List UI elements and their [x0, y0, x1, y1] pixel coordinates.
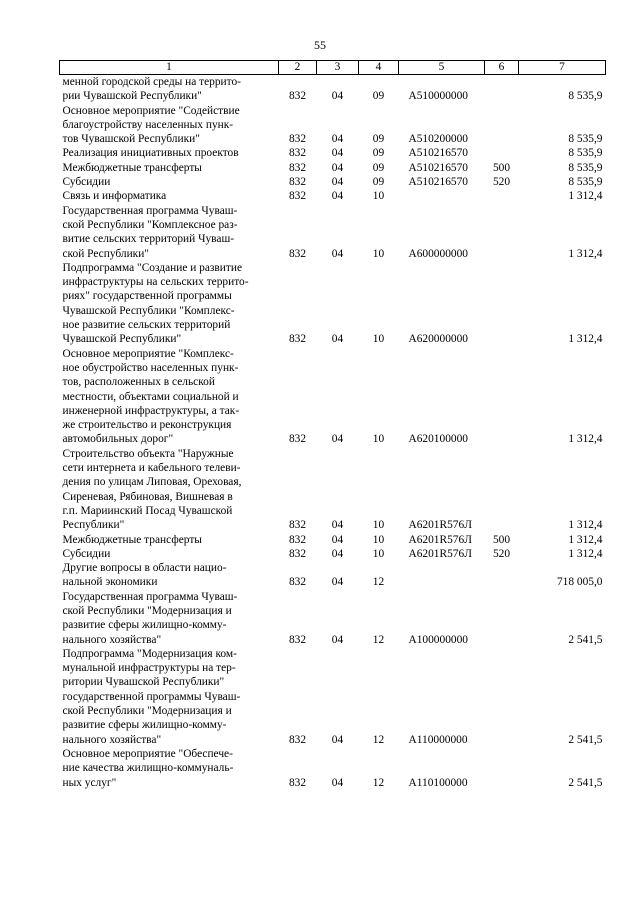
header-col-1: 1: [60, 61, 279, 75]
row-col-2: 832: [288, 533, 307, 546]
row-col-4: 09: [372, 90, 385, 103]
table-row: [60, 747, 606, 790]
row-name: Реализация инициативных проектов: [62, 147, 239, 160]
header-col-6: 6: [485, 61, 519, 75]
row-col-6: [485, 189, 519, 203]
row-col-3: 04: [331, 247, 344, 260]
table-row: [60, 189, 606, 203]
row-col-3: 04: [331, 633, 344, 646]
row-col-6: 520: [492, 176, 511, 189]
row-col-3: 04: [331, 533, 344, 546]
row-col-7: 2 541,5: [568, 776, 603, 789]
header-col-4: 4: [359, 61, 399, 75]
budget-table: [59, 60, 606, 790]
row-col-6: 500: [492, 533, 511, 546]
table-row: [60, 533, 606, 547]
row-col-4: 12: [372, 576, 385, 589]
row-col-2: 832: [288, 633, 307, 646]
row-col-2: 832: [288, 519, 307, 532]
row-col-7: 8 535,9: [568, 133, 603, 146]
row-col-2: 832: [288, 547, 307, 560]
row-col-5: A620000000: [408, 333, 468, 346]
row-col-4: 09: [372, 147, 385, 160]
table-row: [60, 590, 606, 647]
row-col-4: 09: [372, 176, 385, 189]
row-col-7: 2 541,5: [568, 633, 603, 646]
row-col-6: [485, 747, 519, 790]
row-col-2: 832: [288, 90, 307, 103]
row-name: менной городской среды на террито- рии Чувашской Республики": [62, 76, 241, 103]
header-row: [60, 61, 606, 75]
row-col-2: 832: [288, 161, 307, 174]
row-col-4: 09: [372, 161, 385, 174]
header-col-5: 5: [399, 61, 485, 75]
row-col-2: 832: [288, 190, 307, 203]
row-col-3: 04: [331, 147, 344, 160]
row-col-2: 832: [288, 147, 307, 160]
header-col-7: 7: [519, 61, 606, 75]
row-col-7: 1 312,4: [568, 333, 603, 346]
header-col-2: 2: [279, 61, 317, 75]
row-col-4: 10: [372, 519, 385, 532]
row-col-7: 2 541,5: [568, 733, 603, 746]
table-body: [60, 75, 606, 790]
row-col-7: 1 312,4: [568, 247, 603, 260]
row-col-2: 832: [288, 776, 307, 789]
row-col-5: [399, 561, 485, 590]
row-col-4: 09: [372, 133, 385, 146]
row-name: Связь и информатика: [62, 190, 167, 203]
row-col-7: 1 312,4: [568, 547, 603, 560]
row-col-2: 832: [288, 333, 307, 346]
row-name: Межбюджетные трансферты: [62, 533, 202, 546]
row-name: Подпрограмма "Создание и развитие инфраструктуры на сельских террито- риях" государственной программы Чувашской Республики "Комплекс- ное развитие сельских территорий Чувашской Республики": [62, 261, 249, 346]
row-col-6: [485, 75, 519, 104]
row-col-3: 04: [331, 161, 344, 174]
row-col-7: 1 312,4: [568, 519, 603, 532]
row-col-2: 832: [288, 176, 307, 189]
row-col-4: 10: [372, 433, 385, 446]
table-row: [60, 347, 606, 447]
row-col-2: 832: [288, 433, 307, 446]
row-col-3: 04: [331, 547, 344, 560]
row-col-4: 10: [372, 247, 385, 260]
row-name: Подпрограмма "Модернизация ком- мунальной инфраструктуры на тер- ритории Чувашской Республики" государственной программы Чуваш- ской Республики "Модернизация и развитие сферы жилищно-комму- нального хозяйства": [62, 647, 241, 746]
table-row: [60, 146, 606, 160]
row-col-3: 04: [331, 133, 344, 146]
row-col-5: A6201R576Л: [408, 519, 472, 532]
row-col-5: [399, 189, 485, 203]
row-col-7: 718 005,0: [556, 576, 603, 589]
table-row: [60, 447, 606, 533]
row-col-6: [485, 146, 519, 160]
row-col-4: 10: [372, 547, 385, 560]
row-col-4: 10: [372, 533, 385, 546]
row-col-5: A510000000: [408, 90, 468, 103]
row-col-3: 04: [331, 733, 344, 746]
row-col-5: A600000000: [408, 247, 468, 260]
table-row: [60, 104, 606, 147]
row-col-3: 04: [331, 776, 344, 789]
row-col-6: 520: [492, 547, 511, 560]
row-col-7: 1 312,4: [568, 533, 603, 546]
row-col-3: 04: [331, 190, 344, 203]
table-row: [60, 75, 606, 104]
page-number: 55: [314, 38, 326, 52]
row-col-5: A510216570: [408, 176, 468, 189]
table-row: [60, 561, 606, 590]
row-col-4: 12: [372, 633, 385, 646]
row-col-6: [485, 204, 519, 261]
row-col-7: 8 535,9: [568, 90, 603, 103]
row-name: Основное мероприятие "Содействие благоустройству населенных пунк- тов Чувашской Республики": [62, 104, 240, 146]
row-name: Основное мероприятие "Комплекс- ное обустройство населенных пунк- тов, расположенных в сельской местности, объектами социальной и инженерной инфраструктуры, а так- же строительство и реконструкция автомобильных дорог": [62, 347, 240, 446]
row-col-5: A620100000: [408, 433, 468, 446]
row-col-6: [485, 104, 519, 147]
row-name: Основное мероприятие "Обеспече- ние качества жилищно-коммуналь- ных услуг": [62, 747, 234, 789]
row-col-5: A510200000: [408, 133, 468, 146]
table-row: [60, 175, 606, 189]
row-col-6: [485, 647, 519, 747]
row-col-6: [485, 561, 519, 590]
row-col-4: 12: [372, 733, 385, 746]
row-col-2: 832: [288, 247, 307, 260]
row-name: Субсидии: [62, 547, 111, 560]
row-col-5: A110000000: [408, 733, 468, 746]
row-col-5: A6201R576Л: [408, 547, 472, 560]
row-col-2: 832: [288, 733, 307, 746]
row-name: Другие вопросы в области нацио- нальной экономики: [62, 562, 227, 589]
row-name: Строительство объекта "Наружные сети интернета и кабельного телеви- дения по улицам Липовая, Ореховая, Сиреневая, Рябиновая, Вишневая в г.п. Мариинский Посад Чувашской Республики": [62, 447, 242, 532]
table-row: [60, 204, 606, 261]
row-col-3: 04: [331, 333, 344, 346]
row-col-5: A510216570: [408, 147, 468, 160]
row-col-7: 8 535,9: [568, 147, 603, 160]
row-col-2: 832: [288, 133, 307, 146]
row-col-3: 04: [331, 576, 344, 589]
table-header: [60, 61, 606, 75]
header-col-3: 3: [317, 61, 359, 75]
row-name: Межбюджетные трансферты: [62, 161, 202, 174]
row-col-6: [485, 261, 519, 347]
row-col-3: 04: [331, 519, 344, 532]
row-col-2: 832: [288, 576, 307, 589]
row-col-5: A100000000: [408, 633, 468, 646]
row-col-6: [485, 347, 519, 447]
row-name: Государственная программа Чуваш- ской Республики "Комплексное раз- витие сельских территорий Чуваш- ской Республики": [62, 204, 238, 260]
row-col-5: A510216570: [408, 161, 468, 174]
row-col-7: 8 535,9: [568, 176, 603, 189]
row-col-6: 500: [492, 161, 511, 174]
row-name: Государственная программа Чуваш- ской Республики "Модернизация и развитие сферы жилищно-комму- нального хозяйства": [62, 590, 238, 646]
table-row: [60, 261, 606, 347]
table-row: [60, 647, 606, 747]
row-col-4: 10: [372, 190, 385, 203]
row-col-6: [485, 590, 519, 647]
row-name: Субсидии: [62, 176, 111, 189]
row-col-3: 04: [331, 90, 344, 103]
row-col-7: 1 312,4: [568, 190, 603, 203]
row-col-3: 04: [331, 433, 344, 446]
row-col-4: 12: [372, 776, 385, 789]
row-col-5: A110100000: [408, 776, 468, 789]
row-col-7: 8 535,9: [568, 161, 603, 174]
row-col-6: [485, 447, 519, 533]
table-row: [60, 547, 606, 561]
table-row: [60, 161, 606, 175]
row-col-7: 1 312,4: [568, 433, 603, 446]
row-col-3: 04: [331, 176, 344, 189]
row-col-5: A6201R576Л: [408, 533, 472, 546]
row-col-4: 10: [372, 333, 385, 346]
